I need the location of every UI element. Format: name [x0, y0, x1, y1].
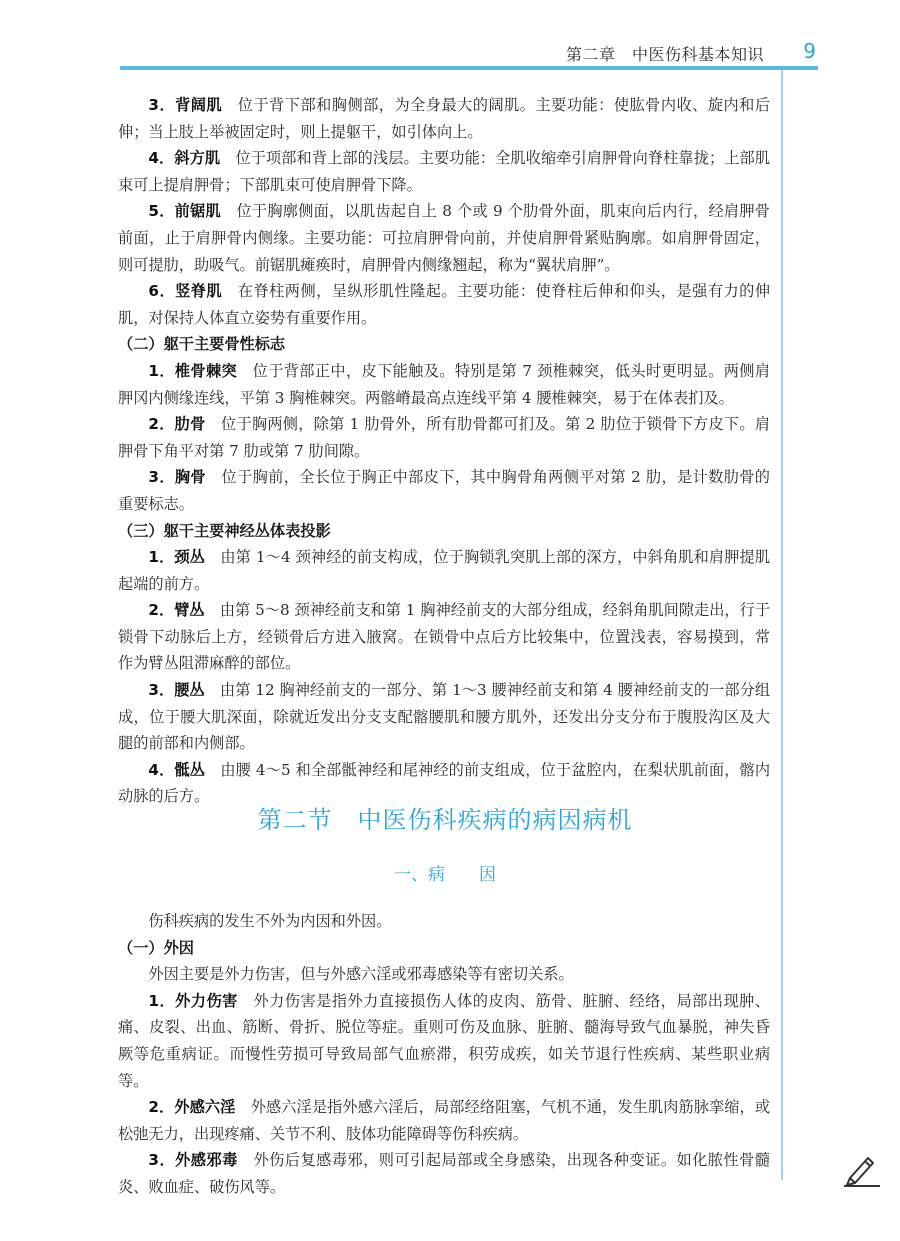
nerve-plexus-heading: （三）躯干主要神经丛体表投影 — [118, 521, 331, 540]
paragraph-nerve — [118, 544, 770, 597]
bone-landmarks-heading: （二）躯干主要骨性标志 — [118, 335, 286, 354]
term: 6．竖脊肌 — [148, 282, 223, 301]
term: 2．臂丛 — [148, 601, 205, 620]
paragraph-muscle — [118, 278, 770, 331]
side-margin-rule — [781, 70, 783, 1180]
paragraph-text: 在脊柱两侧，呈纵形肌性隆起。主要功能：使脊柱后伸和仰头，是强有力的伸肌，对保持人体直立姿势有重要作用。 — [118, 282, 771, 327]
term: 4．骶丛 — [148, 760, 206, 779]
term: 2．肋骨 — [148, 415, 206, 434]
subsection-title: 一、病 因 — [394, 865, 496, 885]
term: 2．外感六淫 — [148, 1098, 236, 1117]
external-cause-heading: （一）外因 — [118, 938, 194, 957]
paragraph-text: 由第 1～4 颈神经的前支构成，位于胸锁乳突肌上部的深方，中斜角肌和肩胛提肌起端的前方。 — [118, 548, 771, 593]
paragraph-text: 位于胸前，全长位于胸正中部皮下，其中胸骨角两侧平对第 2 肋，是计数肋骨的重要标志。 — [118, 468, 770, 513]
paragraph-muscle — [118, 145, 770, 198]
paragraph-nerve — [118, 597, 770, 677]
chapter-title: 第二章 中医伤科基本知识 — [565, 45, 764, 64]
paragraph-bone — [118, 411, 770, 464]
paragraph-text: 由腰 4～5 和全部骶神经和尾神经的前支组成，位于盆腔内，在梨状肌前面，髂内动脉的后方。 — [118, 760, 771, 806]
body-text-upper — [118, 92, 770, 810]
term: 4．斜方肌 — [148, 149, 221, 168]
page-header — [0, 0, 900, 80]
paragraph-external-intro: 外因主要是外力伤害，但与外感六淫或邪毒感染等有密切关系。 — [148, 965, 574, 984]
paragraph-intro: 伤科疾病的发生不外为内因和外因。 — [148, 912, 392, 930]
paragraph-text: 外力伤害是指外力直接损伤人体的皮肉、筋骨、脏腑、经络，局部出现肿、痛、皮裂、出血、筋断、骨折、脱位等症。重则可伤及血脉、脏腑、髓海导致气血暴脱，神失昏厥等危重病证。而慢性劳损可导致局部气血瘀滞，积劳成疾，如关节退行性疾病、某些职业病等。 — [118, 991, 770, 1090]
page-number: 9 — [803, 39, 816, 63]
term: 1．颈丛 — [148, 548, 206, 567]
paragraph-cause — [118, 1147, 770, 1200]
term: 3．外感邪毒 — [148, 1151, 238, 1170]
body-text-lower — [118, 908, 770, 1201]
section-title: 第二节 中医伤科疾病的病因病机 — [257, 806, 633, 834]
term: 3．背阔肌 — [148, 96, 223, 114]
header-rule — [120, 66, 818, 70]
paragraph-text: 外伤后复感毒邪，则可引起局部或全身感染，出现各种变证。如化脓性骨髓炎、败血症、破伤风等。 — [118, 1151, 770, 1196]
paragraph-bone — [118, 464, 770, 517]
paragraph-text: 由第 5～8 颈神经前支和第 1 胸神经前支的大部分组成，经斜角肌间隙走出，行于锁骨下动脉后上方，经锁骨后方进入腋窝。在锁骨中点后方比较集中，位置浅表，容易摸到，常作为臂丛阻滞麻醉的部位。 — [118, 601, 771, 673]
term: 3．胸骨 — [148, 468, 206, 487]
pen-icon — [842, 1152, 882, 1188]
paragraph-text: 位于项部和背上部的浅层。主要功能：全肌收缩牵引肩胛骨向脊柱靠拢；上部肌束可上提肩胛骨；下部肌束可使肩胛骨下降。 — [118, 149, 771, 194]
paragraph-text: 位于胸廓侧面，以肌齿起自上 8 个或 9 个肋骨外面，肌束向后内行，经肩胛骨前面，止于肩胛骨内侧缘。主要功能：可拉肩胛骨向前，并使肩胛骨紧贴胸廓。如肩胛骨固定，则可提肋，助吸气。前锯肌瘫痪时，肩胛骨内侧缘翘起，称为“翼状肩胛”。 — [118, 202, 770, 274]
paragraph-bone — [118, 358, 770, 411]
term: 1．椎骨棘突 — [148, 361, 238, 380]
paragraph-text: 位于背部正中，皮下能触及。特别是第 7 颈椎棘突，低头时更明显。两侧肩胛冈内侧缘连线，平第 3 胸椎棘突。两髂嵴最高点连线平第 4 腰椎棘突，易于在体表扪及。 — [118, 361, 771, 407]
term: 5．前锯肌 — [148, 202, 221, 221]
term: 1．外力伤害 — [148, 991, 238, 1010]
paragraph-cause — [118, 1094, 770, 1147]
paragraph-text: 由第 12 胸神经前支的一部分、第 1～3 腰神经前支和第 4 腰神经前支的一部分组成，位于腰大肌深面，除就近发出分支支配髂腰肌和腰方肌外，还发出分支分布于腹股沟区及大腿的前部和内侧部。 — [118, 681, 771, 753]
paragraph-text: 位于背下部和胸侧部，为全身最大的阔肌。主要功能：使肱骨内收、旋内和后伸；当上肢上举被固定时，则上提躯干，如引体向上。 — [118, 96, 771, 141]
paragraph-nerve — [118, 677, 770, 757]
paragraph-text: 外感六淫是指外感六淫后，局部经络阻塞，气机不通，发生肌肉筋脉挛缩，或松弛无力，出现疼痛、关节不利、肢体功能障碍等伤科疾病。 — [118, 1098, 771, 1143]
term: 3．腰丛 — [148, 681, 205, 700]
paragraph-cause — [118, 988, 770, 1094]
paragraph-text: 位于胸两侧，除第 1 肋骨外，所有肋骨都可扪及。第 2 肋位于锁骨下方皮下。肩胛骨下角平对第 7 肋或第 7 肋间隙。 — [118, 415, 771, 460]
paragraph-muscle — [118, 92, 770, 145]
paragraph-muscle — [118, 198, 770, 278]
